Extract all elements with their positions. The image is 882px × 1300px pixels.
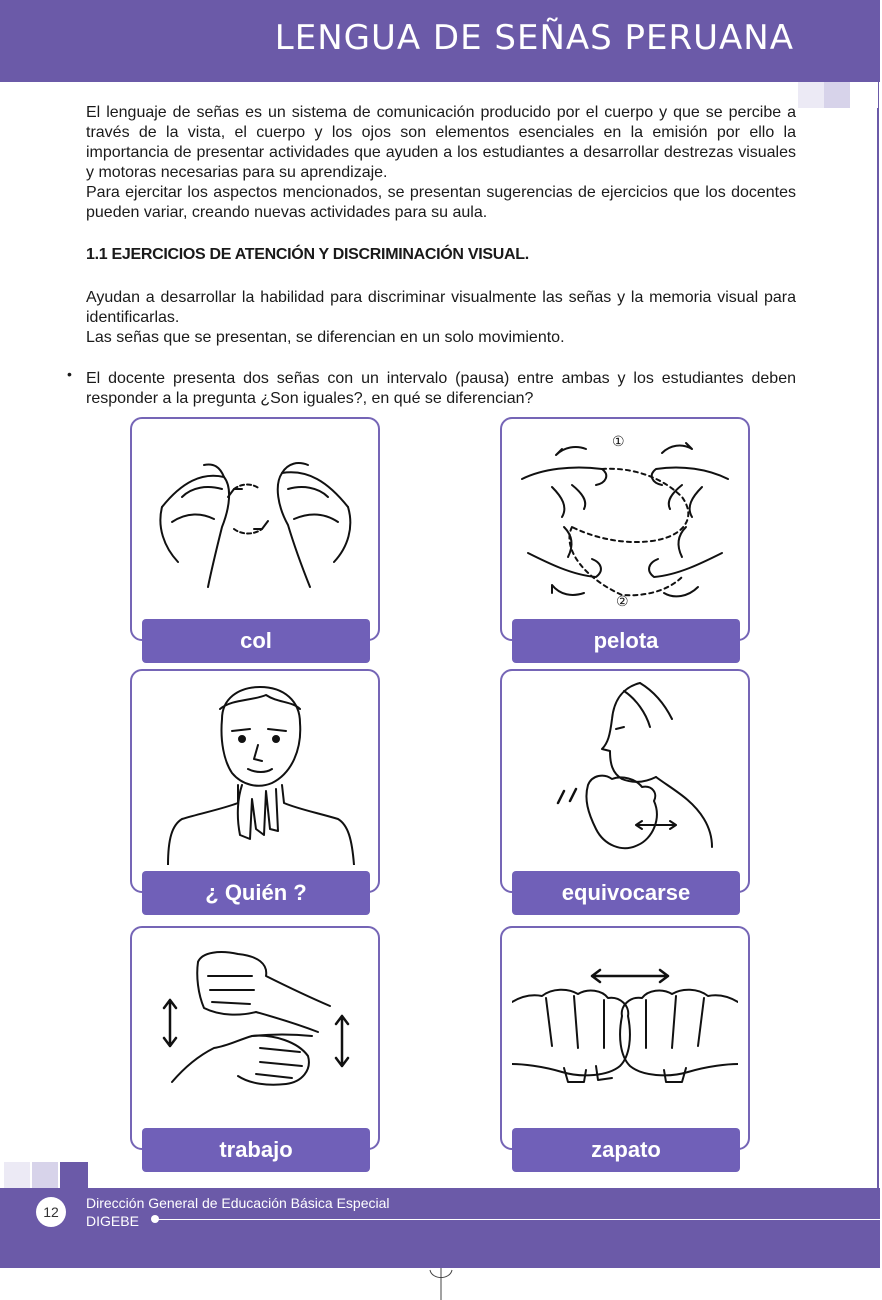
section-paragraph-2: Las señas que se presentan, se diferencian en un solo movimiento. [86, 329, 565, 346]
page-title: LENGUA DE SEÑAS PERUANA [274, 18, 794, 58]
page-header [0, 0, 880, 82]
movement-marker-2: ② [616, 593, 629, 609]
sign-trabajo-illustration [142, 936, 368, 1122]
sign-card-equivocarse [500, 669, 750, 905]
bullet-text: El docente presenta dos señas con un intervalo (pausa) entre ambas y los estudiantes deben responder a la pregunta ¿Son iguales?, en qué se diferencian? [86, 370, 796, 407]
page-number: 12 [36, 1197, 66, 1227]
sign-zapato-illustration [512, 936, 738, 1122]
footer-decoration [0, 1162, 90, 1188]
sign-card-pelota [500, 417, 750, 653]
sign-label-trabajo: trabajo [142, 1128, 370, 1172]
sign-card-zapato [500, 926, 750, 1162]
intro-paragraph-1: El lenguaje de señas es un sistema de comunicación producido por el cuerpo y que se percibe a través de la vista, el cuerpo y los ojos son elementos esenciales en la emisión por ello la importancia de presentar actividades que ayuden a los estudiantes a desarrollar destrezas visuales y motoras necesarias para su aprendizaje. [86, 104, 796, 181]
section-heading: 1.1 EJERCICIOS DE ATENCIÓN Y DISCRIMINACIÓN VISUAL. [86, 246, 529, 263]
bullet-marker: • [67, 366, 72, 382]
sign-equivocarse-illustration [512, 679, 738, 865]
sign-label-equivocarse: equivocarse [512, 871, 740, 915]
footer-institution: Dirección General de Educación Básica Especial [86, 1195, 390, 1211]
sign-quien-illustration [142, 679, 368, 865]
sign-card-trabajo [130, 926, 380, 1162]
movement-marker-1: ① [612, 433, 625, 449]
sign-card-quien [130, 669, 380, 905]
sign-label-quien: ¿ Quién ? [142, 871, 370, 915]
sign-card-col [130, 417, 380, 653]
sign-label-col: col [142, 619, 370, 663]
section-paragraph-1: Ayudan a desarrollar la habilidad para discriminar visualmente las señas y la memoria visual para identificarlas. [86, 289, 796, 326]
footer-acronym: DIGEBE [86, 1213, 139, 1229]
sign-label-pelota: pelota [512, 619, 740, 663]
sign-pelota-illustration [512, 427, 738, 613]
intro-text [86, 103, 796, 223]
sign-label-zapato: zapato [512, 1128, 740, 1172]
section-text [86, 288, 796, 348]
footer-rule [158, 1219, 880, 1220]
header-decoration [792, 82, 882, 108]
sign-col-illustration [142, 427, 368, 613]
intro-paragraph-2: Para ejercitar los aspectos mencionados, se presentan sugerencias de ejercicios que los docentes pueden variar, creando nuevas actividades para su aula. [86, 184, 796, 221]
crop-mark-icon [426, 1268, 456, 1300]
